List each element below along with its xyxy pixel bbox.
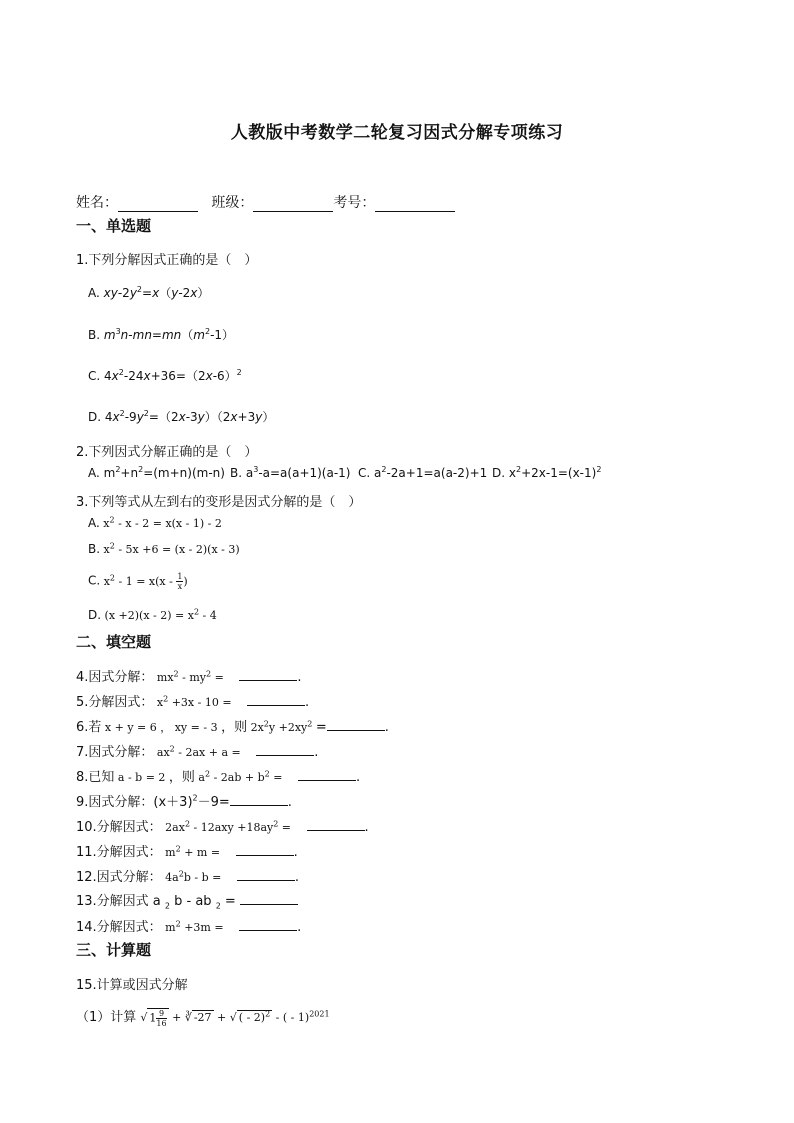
- q3-option-c[interactable]: C. $x^2 - 1 = x(x$ - $\frac{1}{x}$ ): [88, 572, 188, 591]
- student-info: [76, 192, 455, 212]
- name-blank[interactable]: [118, 197, 198, 212]
- q2-option-a[interactable]: A. $m^2+n^2=(m+n)(m-n)$: [88, 465, 225, 480]
- q5: 5.分解因式： $x^2 +3x - 10$ = .: [76, 694, 310, 710]
- q1-option-d[interactable]: D. $4x^2-9y^2=(2x-3y)(2x+3y)$: [88, 409, 275, 424]
- class-label: 班级：: [211, 195, 254, 211]
- q15-stem: 15.计算或因式分解: [76, 978, 188, 993]
- q3-stem: 3.下列等式从左到右的变形是因式分解的是（ ）: [76, 495, 362, 510]
- q12-answer-blank[interactable]: [237, 870, 295, 881]
- q14-answer-blank[interactable]: [239, 920, 297, 931]
- q3-option-d[interactable]: D. $(x +2)(x - 2) = x^2 - 4$: [88, 607, 217, 622]
- q13-answer-blank[interactable]: [240, 894, 298, 905]
- q2-option-c[interactable]: C. $a^2-2a+1=a(a-2)+1$: [358, 465, 488, 480]
- q13: 13.分解因式 a $_2$ b - ab $_2$ =: [76, 890, 298, 909]
- q10: 10.分解因式： $2ax^2 - 12axy +18ay^2$ = .: [76, 819, 369, 835]
- exam-label: 考号：: [333, 195, 376, 211]
- q9: 9.因式分解：$(x+3)^2-9=$ .: [76, 793, 292, 810]
- q8: 8.已知 a - b = 2 ，则 $a^2 - 2ab + b^2$ = .: [76, 769, 361, 785]
- q4-answer-blank[interactable]: [239, 670, 297, 681]
- q7: 7.因式分解： $ax^2 - 2ax + a$ = .: [76, 744, 319, 760]
- class-blank[interactable]: [253, 197, 333, 212]
- section-single-choice: 一、单选题: [76, 217, 152, 235]
- page-title: 人教版中考数学二轮复习因式分解专项练习: [230, 123, 564, 143]
- q1-option-a[interactable]: A. $xy-2y^2=x(y-2x)$: [88, 285, 210, 300]
- q2-stem: 2.下列因式分解正确的是（ ）: [76, 445, 258, 460]
- q3-option-b[interactable]: B. $x^2 - 5x +6 = (x - 2)(x - 3)$: [88, 541, 240, 556]
- q3-option-a[interactable]: A. $x^2 - x - 2 = x(x - 1) - 2$: [88, 515, 222, 530]
- q11-answer-blank[interactable]: [236, 845, 294, 856]
- q12: 12.因式分解： $4a^2b$ - b = .: [76, 869, 299, 885]
- q7-answer-blank[interactable]: [256, 745, 314, 756]
- section-fill-blank: 二、填空题: [76, 633, 152, 651]
- q11: 11.分解因式： $m^2 + m$ = .: [76, 844, 298, 860]
- q2-option-d[interactable]: D. $x^2+2x-1=(x-1)^2$: [492, 465, 602, 480]
- q1-option-c[interactable]: C. $4x^2-24x+36=(2x-6)^2$: [88, 368, 242, 383]
- q6: 6.若 x + y = 6 ， xy = - 3 ，则 $2x^2y +2xy^2$ = .: [76, 719, 389, 735]
- q2-option-b[interactable]: B. $a^3-a=a(a+1)(a-1)$: [230, 465, 351, 480]
- q14: 14.分解因式： $m^2 +3m$ = .: [76, 919, 302, 935]
- q1-option-b[interactable]: B. $m^3n-mn=mn(m^2-1)$: [88, 327, 235, 342]
- q9-answer-blank[interactable]: [230, 795, 288, 806]
- exam-blank[interactable]: [375, 197, 455, 212]
- name-label: 姓名：: [76, 195, 118, 211]
- q15-part1: （1）计算 √ 1 $\frac{9}{16}$ + ∛ -27 + √ ( - 2)$^2$ - ( - 1)$^{2021}$: [76, 1008, 330, 1028]
- q4: 4.因式分解： $mx^2 - my^2$ = .: [76, 669, 302, 685]
- q1-stem: 1.下列分解因式正确的是（ ）: [76, 253, 258, 268]
- section-calculation: 三、计算题: [76, 941, 152, 959]
- q8-answer-blank[interactable]: [298, 770, 356, 781]
- q10-answer-blank[interactable]: [307, 820, 365, 831]
- q5-answer-blank[interactable]: [247, 695, 305, 706]
- q6-answer-blank[interactable]: [327, 720, 385, 731]
